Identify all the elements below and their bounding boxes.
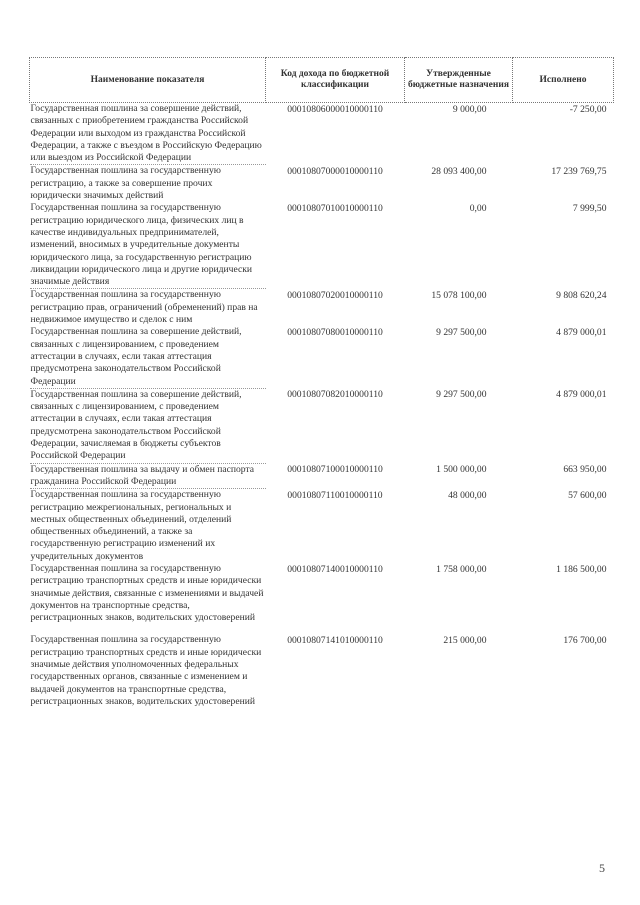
row-approved: 215 000,00 — [443, 635, 487, 647]
table-row — [30, 326, 614, 388]
table-row — [30, 388, 614, 463]
row-code: 00010807140010000110 — [287, 563, 383, 575]
row-name: Государственная пошлина за государственную регистрацию транспортных средств и иные юридически значимые действия уполномоченных федеральных государственных органов, связанные с изменением и выдачей документов на транспортные средства, регистрационных знаков, водительских удостоверений — [30, 634, 262, 707]
row-code: 00010807082010000110 — [287, 389, 383, 401]
row-executed: 17 239 769,75 — [551, 165, 607, 177]
row-approved: 9 000,00 — [452, 104, 487, 115]
row-executed: 4 879 000,01 — [556, 327, 607, 339]
row-executed: 663 950,00 — [563, 464, 607, 476]
row-code: 00010807000010000110 — [287, 165, 383, 177]
row-code: 00010807100010000110 — [287, 464, 383, 476]
header-code: Код дохода по бюджетной классификации — [266, 58, 405, 103]
row-executed: 1 186 500,00 — [556, 563, 607, 575]
row-executed: 176 700,00 — [563, 635, 607, 647]
row-executed: -7 250,00 — [569, 104, 607, 115]
row-executed: 57 600,00 — [568, 489, 607, 501]
row-approved: 1 758 000,00 — [436, 563, 487, 575]
table-row — [30, 489, 614, 563]
budget-table — [29, 57, 614, 708]
header-name: Наименование показателя — [30, 58, 266, 103]
row-code: 00010807010010000110 — [287, 203, 383, 215]
table-row — [30, 463, 614, 489]
row-executed: 9 808 620,24 — [556, 289, 607, 301]
row-code: 00010807080010000110 — [287, 327, 383, 339]
row-approved: 0,00 — [469, 203, 487, 215]
header-approved: Утвержденные бюджетные назначения — [405, 58, 513, 103]
row-code: 00010806000010000110 — [287, 104, 383, 115]
row-name: Государственная пошлина за совершение действий, связанных с лицензированием, с проведением аттестации в случаях, если такая аттестация предусмотрена законодательством Российской Федерации — [30, 326, 266, 388]
row-executed: 7 999,50 — [572, 203, 607, 215]
row-executed: 4 879 000,01 — [556, 389, 607, 401]
row-name: Государственная пошлина за государственную регистрацию транспортных средств и иные юридически значимые действия, связанные с изменениями и выдачей документов на транспортные средства, регистрационных знаков, водительских удостоверений — [30, 562, 264, 624]
row-approved: 9 297 500,00 — [436, 327, 487, 339]
header-executed: Исполнено — [513, 58, 614, 103]
row-approved: 1 500 000,00 — [436, 464, 487, 476]
page-number: 5 — [599, 861, 605, 875]
row-code: 00010807110010000110 — [287, 489, 383, 501]
row-name: Государственная пошлина за государственную регистрацию, а также за совершение прочих юридически значимых действий — [30, 165, 221, 202]
table-row — [30, 103, 614, 165]
table-row — [30, 563, 614, 624]
table-header-row — [30, 58, 614, 103]
row-name: Государственная пошлина за государственную регистрацию юридического лица, физических лиц в качестве индивидуальных предпринимателей, изменений, вносимых в учредительные документы юридического лица, за государственную регистрацию ликвидации юридического лица и другие юридически значимые действия — [30, 202, 266, 289]
table-row — [30, 165, 614, 202]
table-row — [30, 624, 614, 708]
row-name: Государственная пошлина за совершение действий, связанных с приобретением гражданства Российской Федерации или выходом из гражданства Российской Федерации, а также с въездом в Российскую Федерацию или выездом из Российской Федерации — [30, 103, 266, 165]
row-name: Государственная пошлина за выдачу и обмен паспорта гражданина Российской Федерации — [30, 463, 266, 489]
row-name: Государственная пошлина за государственную регистрацию межрегиональных, региональных и местных общественных объединений, отделений общественных объединений, а также за государственную регистрацию изменений их учредительных документов — [30, 489, 232, 562]
table-row — [30, 289, 614, 326]
table-row — [30, 202, 614, 289]
row-code: 00010807020010000110 — [287, 289, 383, 301]
row-approved: 9 297 500,00 — [436, 389, 487, 401]
row-name: Государственная пошлина за совершение действий, связанных с лицензированием, с проведением аттестации в случаях, если такая аттестация предусмотрена законодательством Российской Федерации, зачисляемая в бюджеты субъектов Российской Федерации — [30, 388, 266, 463]
row-approved: 28 093 400,00 — [431, 165, 487, 177]
table-body — [30, 103, 614, 709]
row-code: 00010807141010000110 — [287, 635, 383, 647]
row-approved: 48 000,00 — [448, 489, 487, 501]
row-approved: 15 078 100,00 — [431, 289, 487, 301]
row-name: Государственная пошлина за государственную регистрацию прав, ограничений (обременений) прав на недвижимое имущество и сделок с ним — [30, 289, 258, 326]
